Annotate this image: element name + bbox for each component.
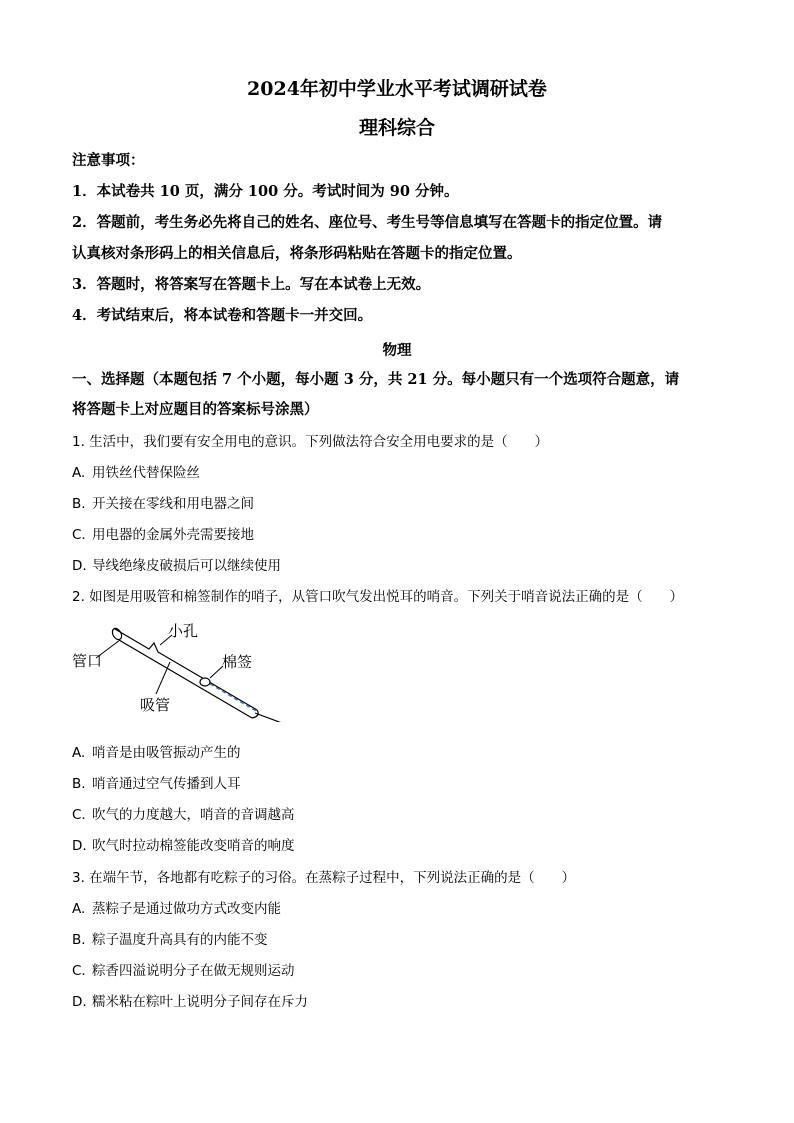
option-1d bbox=[72, 556, 732, 576]
label-cotton-swab: 棉签 bbox=[222, 653, 253, 671]
option-1b bbox=[72, 494, 732, 514]
option-letter: D. bbox=[72, 838, 87, 854]
section-instruction-cont: 将答题卡上对应题目的答案标号涂黑） bbox=[72, 401, 319, 418]
option-letter: C. bbox=[72, 963, 86, 979]
option-text: 开关接在零线和用电器之间 bbox=[92, 496, 254, 512]
option-3c bbox=[72, 961, 732, 981]
label-straw: 吸管 bbox=[140, 696, 171, 714]
option-letter: B. bbox=[72, 496, 86, 512]
option-3d bbox=[72, 992, 732, 1012]
option-1a bbox=[72, 463, 732, 483]
label-tube-mouth: 管口 bbox=[72, 652, 103, 670]
option-letter: A. bbox=[72, 745, 86, 761]
label-small-hole: 小孔 bbox=[168, 622, 199, 640]
option-text: 糯米粘在粽叶上说明分子间存在斥力 bbox=[92, 994, 308, 1010]
option-text: 粽香四溢说明分子在做无规则运动 bbox=[92, 963, 295, 979]
option-letter: A. bbox=[72, 465, 86, 481]
option-letter: C. bbox=[72, 527, 86, 543]
option-letter: B. bbox=[72, 932, 86, 948]
option-text: 用铁丝代替保险丝 bbox=[92, 465, 200, 481]
option-letter: B. bbox=[72, 776, 86, 792]
option-2d bbox=[72, 836, 732, 856]
option-letter: D. bbox=[72, 994, 87, 1010]
note-item: 3．答题时，将答案写在答题卡上。写在本试卷上无效。 bbox=[72, 276, 431, 293]
question-stem-2: 2. 如图是用吸管和棉签制作的哨子，从管口吹气发出悦耳的哨音。下列关于哨音说法正确的是（ ） bbox=[72, 589, 684, 605]
option-2c bbox=[72, 805, 732, 825]
option-letter: D. bbox=[72, 558, 87, 574]
option-text: 用电器的金属外壳需要接地 bbox=[92, 527, 254, 543]
option-text: 导线绝缘皮破损后可以继续使用 bbox=[92, 558, 281, 574]
question-stem-1: 1. 生活中，我们要有安全用电的意识。下列做法符合安全用电要求的是（ ） bbox=[72, 434, 549, 450]
exam-title: 2024年初中学业水平考试调研试卷 bbox=[247, 78, 547, 100]
exam-subtitle: 理科综合 bbox=[358, 117, 435, 139]
option-letter: C. bbox=[72, 807, 86, 823]
option-3b bbox=[72, 930, 732, 950]
option-1c bbox=[72, 525, 732, 545]
note-item: 认真核对条形码上的相关信息后，将条形码粘贴在答题卡的指定位置。 bbox=[72, 245, 522, 262]
option-text: 蒸粽子是通过做功方式改变内能 bbox=[92, 901, 281, 917]
option-text: 哨音是由吸管振动产生的 bbox=[92, 745, 241, 761]
note-item: 4．考试结束后，将本试卷和答题卡一并交回。 bbox=[72, 307, 373, 324]
option-3a bbox=[72, 899, 732, 919]
whistle-figure bbox=[60, 612, 310, 722]
option-letter: A. bbox=[72, 901, 86, 917]
notes-heading: 注意事项： bbox=[72, 152, 145, 169]
option-2a bbox=[72, 743, 732, 763]
question-stem-3: 3. 在端午节，各地都有吃粽子的习俗。在蒸粽子过程中，下列说法正确的是（ ） bbox=[72, 870, 576, 886]
subject-heading: 物理 bbox=[382, 342, 412, 359]
option-2b bbox=[72, 774, 732, 794]
option-text: 哨音通过空气传播到人耳 bbox=[92, 776, 241, 792]
note-item: 2．答题前，考生务必先将自己的姓名、座位号、考生号等信息填写在答题卡的指定位置。请 bbox=[72, 214, 663, 231]
section-instruction: 一、选择题（本题包括 7 个小题，每小题 3 分，共 21 分。每小题只有一个选项符合题意，请 bbox=[72, 371, 680, 388]
option-text: 吹气的力度越大，哨音的音调越高 bbox=[92, 807, 295, 823]
option-text: 吹气时拉动棉签能改变哨音的响度 bbox=[92, 838, 295, 854]
note-item: 1．本试卷共 10 页，满分 100 分。考试时间为 90 分钟。 bbox=[72, 183, 459, 200]
option-text: 粽子温度升高具有的内能不变 bbox=[92, 932, 268, 948]
